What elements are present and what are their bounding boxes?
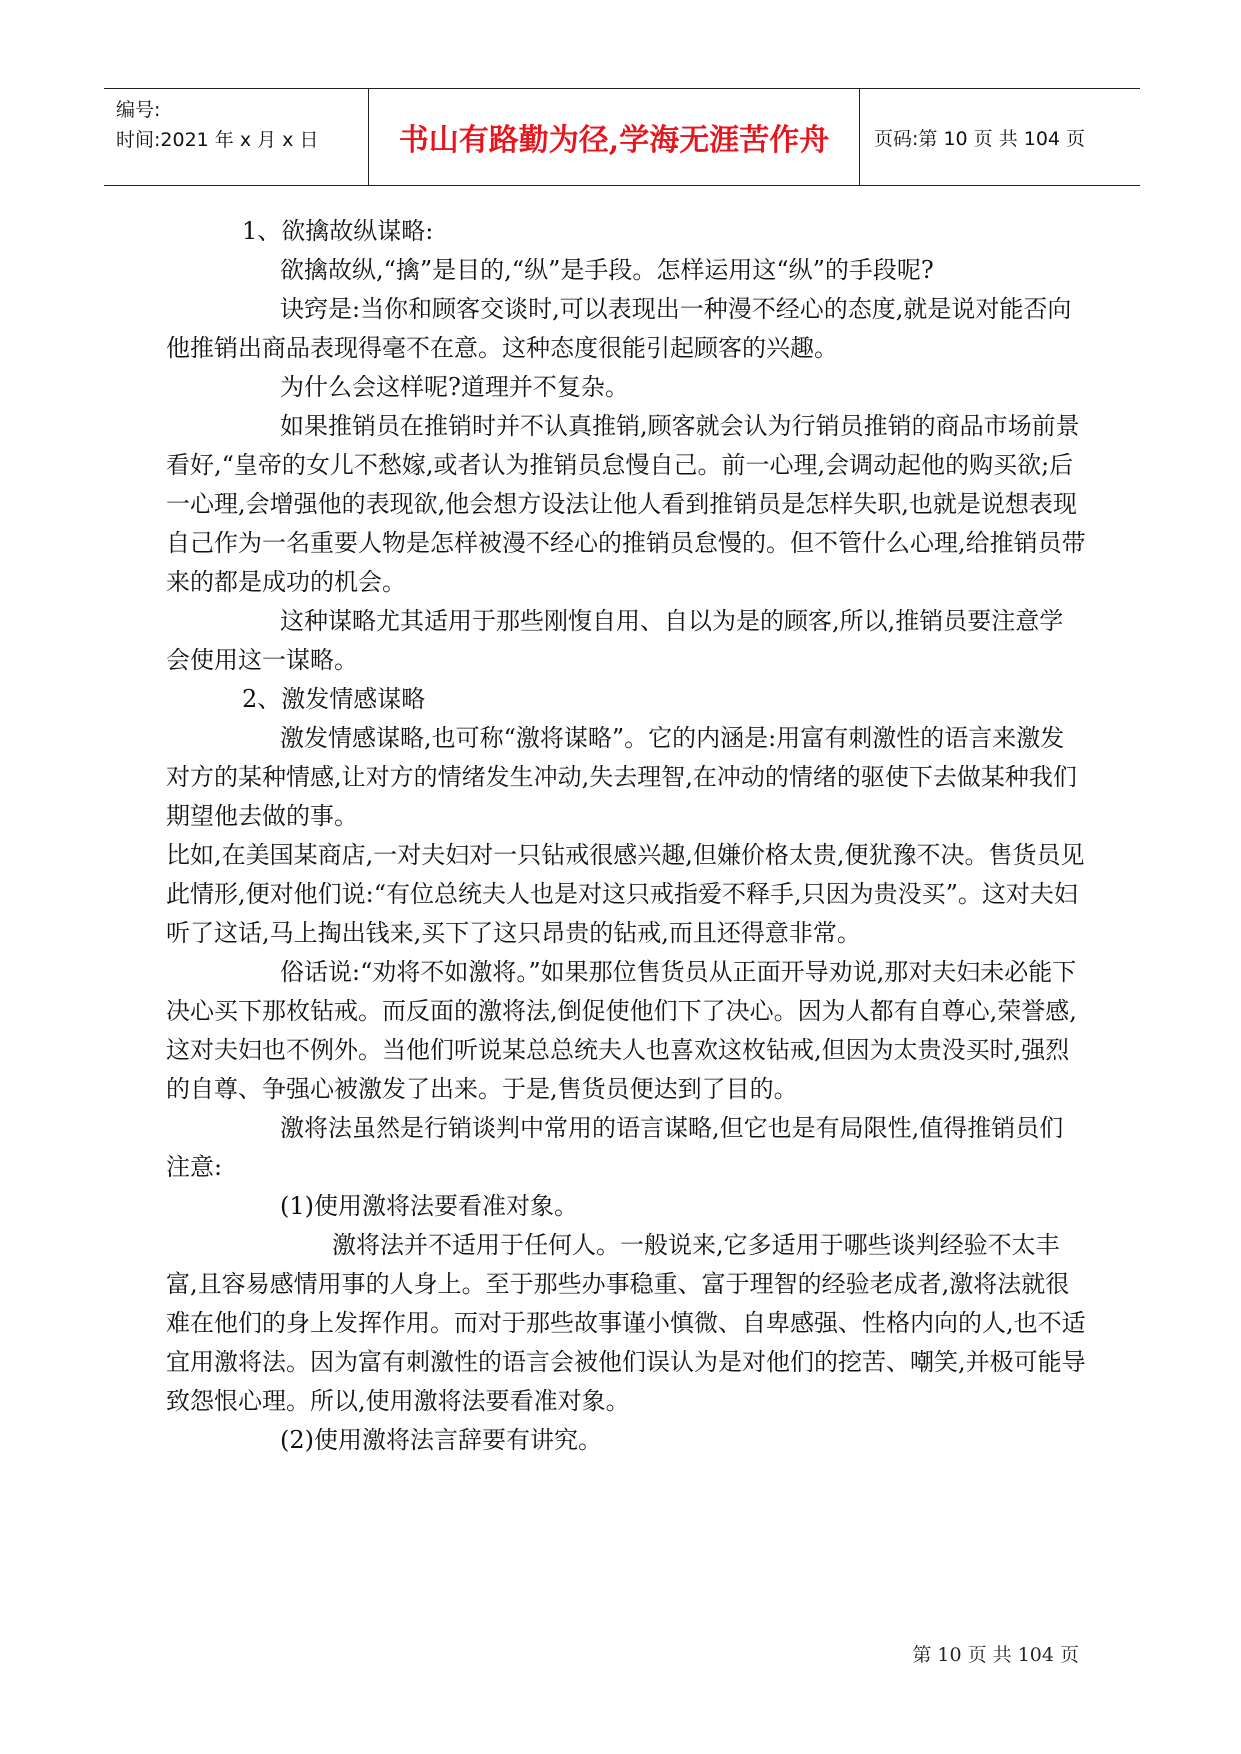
paragraph: 激将法并不适用于任何人。一般说来,它多适用于哪些谈判经验不太丰富,且容易感情用事的人身上。至于那些办事稳重、富于理智的经验老成者,激将法就很难在他们的身上发挥作用。而对于那些故事谨小慎微、自卑感强、性格内向的人,也不适宜用激将法。因为富有刺激性的语言会被他们误认为是对他们的挖苦、嘲笑,并极可能导致怨恨心理。所以,使用激将法要看准对象。 [166,1231,1086,1415]
document-body [166,212,1086,1460]
paragraph: 如果推销员在推销时并不认真推销,顾客就会认为行销员推销的商品市场前景看好,“皇帝的女儿不愁嫁,或者认为推销员怠慢自己。前一心理,会调动起他的购买欲;后一心理,会增强他的表现欲,他会想方设法让他人看到推销员是怎样失职,也就是说想表现自己作为一名重要人物是怎样被漫不经心的推销员怠慢的。但不管什么心理,给推销员带来的都是成功的机会。 [166,412,1086,596]
paragraph: 诀窍是:当你和顾客交谈时,可以表现出一种漫不经心的态度,就是说对能否向他推销出商品表现得毫不在意。这种态度很能引起顾客的兴趣。 [166,295,1072,362]
paragraph: 这种谋略尤其适用于那些刚愎自用、自以为是的顾客,所以,推销员要注意学会使用这一谋略。 [166,607,1064,674]
header-motto: 书山有路勤为径,学海无涯苦作舟 [398,123,830,158]
section-heading: 1、欲擒故纵谋略: [242,217,434,245]
document-number-label: 编号: [116,99,161,121]
page-footer: 第 10 页 共 104 页 [912,1644,1079,1666]
header-page-info: 页码:第 10 页 共 104 页 [874,127,1086,150]
paragraph: 激将法虽然是行销谈判中常用的语言谋略,但它也是有局限性,值得推销员们注意: [166,1114,1064,1181]
header-divider [368,89,369,185]
document-time: 时间:2021 年 x 月 x 日 [116,129,319,151]
paragraph: 欲擒故纵,“擒”是目的,“纵”是手段。怎样运用这“纵”的手段呢? [280,256,934,284]
section-heading: 2、激发情感谋略 [242,685,426,713]
paragraph: 俗话说:“劝将不如激将。”如果那位售货员从正面开导劝说,那对夫妇未必能下决心买下那枚钻戒。而反面的激将法,倒促使他们下了决心。因为人都有自尊心,荣誉感,这对夫妇也不例外。当他们听说某总总统夫人也喜欢这枚钻戒,但因为太贵没买时,强烈的自尊、争强心被激发了出来。于是,售货员便达到了目的。 [166,958,1077,1103]
paragraph: 比如,在美国某商店,一对夫妇对一只钻戒很感兴趣,但嫌价格太贵,便犹豫不决。售货员见此情形,便对他们说:“有位总统夫人也是对这只戒指爱不释手,只因为贵没买”。这对夫妇听了这话,马上掏出钱来,买下了这只昂贵的钻戒,而且还得意非常。 [166,841,1085,947]
page-header [104,88,1140,186]
sub-heading: (1)使用激将法要看准对象。 [280,1192,578,1220]
paragraph: 为什么会这样呢?道理并不复杂。 [280,373,629,401]
sub-heading: (2)使用激将法言辞要有讲究。 [280,1426,602,1454]
paragraph: 激发情感谋略,也可称“激将谋略”。它的内涵是:用富有刺激性的语言来激发对方的某种情感,让对方的情绪发生冲动,失去理智,在冲动的情绪的驱使下去做某种我们期望他去做的事。 [166,724,1077,830]
header-meta [116,95,366,155]
header-divider [859,89,860,185]
